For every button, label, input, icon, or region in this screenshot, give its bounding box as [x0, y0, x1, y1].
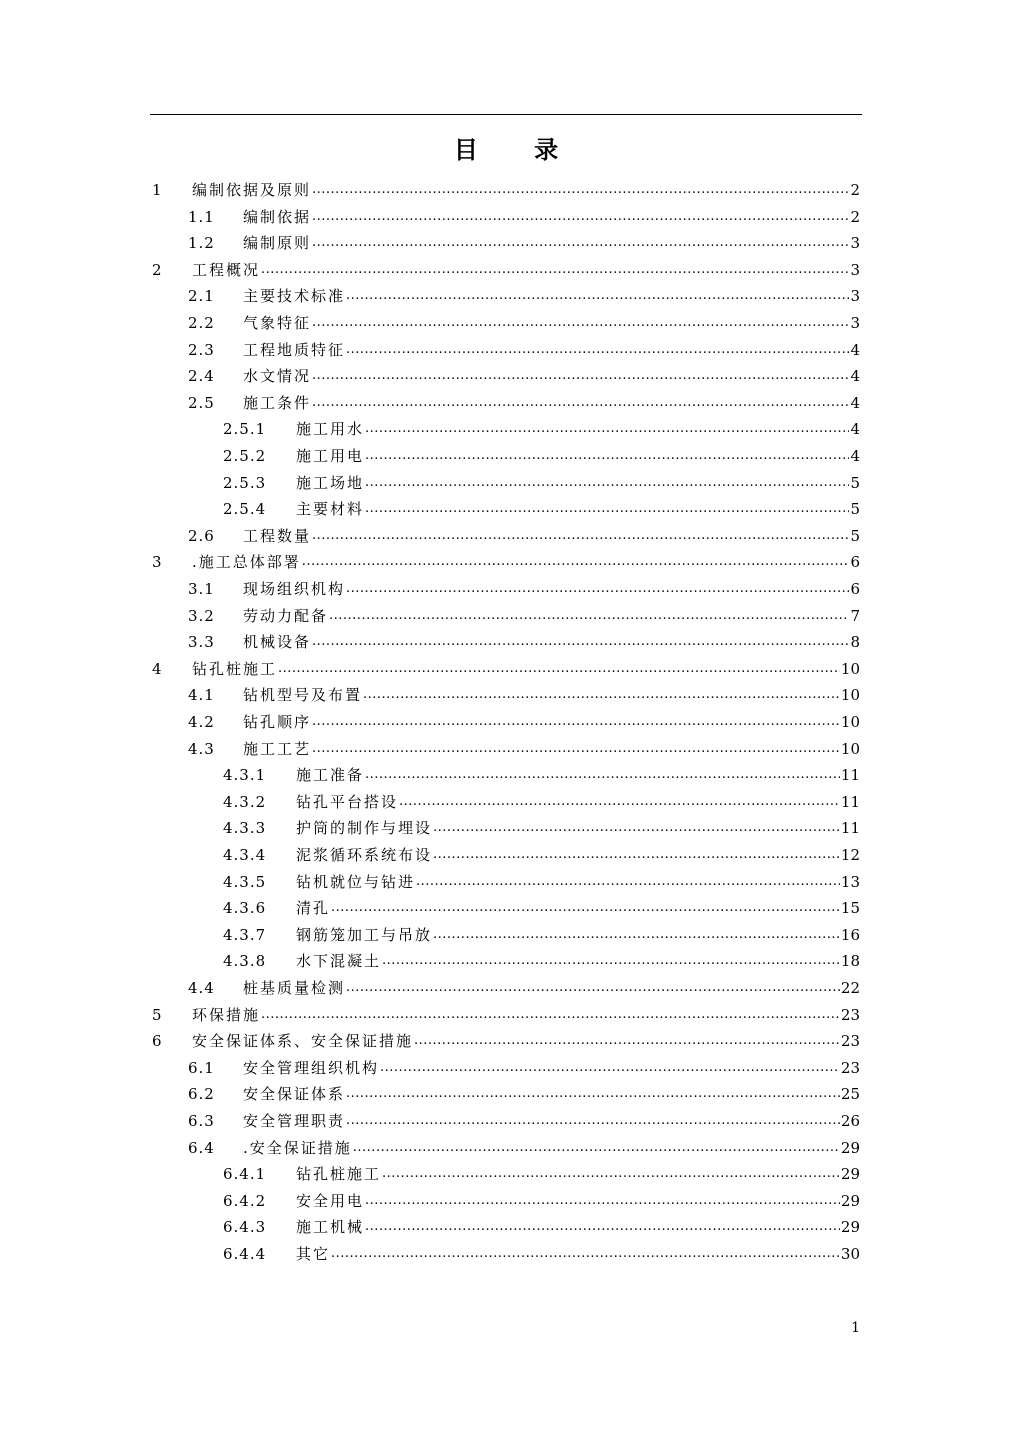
toc-entry[interactable]	[188, 201, 860, 227]
toc-entry-label: 编制原则	[243, 234, 312, 253]
toc-entry-page: 29	[840, 1138, 860, 1157]
toc-dot-leader	[382, 951, 840, 971]
toc-entry-page: 3	[850, 287, 860, 306]
toc-entry-number: 4.4	[188, 979, 215, 997]
toc-entry-label: 钻孔桩施工	[192, 659, 278, 678]
toc-entry-label: 安全保证体系	[243, 1085, 346, 1104]
toc-entry[interactable]	[223, 413, 860, 439]
toc-entry-label: 机械设备	[243, 633, 312, 652]
toc-entry-label: 水下混凝土	[296, 952, 382, 971]
toc-entry-number: 4.3.6	[223, 899, 267, 918]
toc-entry-page: 4	[850, 420, 860, 439]
toc-entry-number: 4.3.3	[223, 819, 267, 838]
toc-entry-label: 施工用水	[296, 420, 365, 439]
toc-entry-label: 安全管理组织机构	[243, 1058, 380, 1077]
toc-entry-page: 4	[850, 340, 860, 359]
toc-entry-label: 钻孔桩施工	[296, 1165, 382, 1184]
toc-entry-label: 现场组织机构	[243, 580, 346, 598]
toc-entry[interactable]	[188, 1052, 860, 1078]
toc-entry-label: 劳动力配备	[243, 606, 329, 625]
toc-entry-label: 水文情况	[243, 367, 312, 386]
toc-entry[interactable]	[188, 733, 860, 759]
toc-entry[interactable]	[188, 227, 860, 253]
toc-entry-page: 8	[850, 633, 860, 652]
toc-entry-label: 施工机械	[296, 1218, 365, 1237]
toc-entry[interactable]	[188, 706, 860, 732]
toc-entry-page: 16	[840, 925, 860, 944]
toc-entry-page: 5	[850, 526, 860, 545]
toc-entry-label: 施工准备	[296, 766, 365, 785]
toc-entry-number: 6.4	[188, 1138, 215, 1157]
toc-entry[interactable]	[223, 759, 860, 785]
toc-dot-leader	[312, 366, 849, 386]
toc-entry-page: 3	[850, 314, 860, 332]
toc-dot-leader	[278, 659, 840, 679]
toc-entry-number: 6.2	[188, 1085, 215, 1104]
toc-entry-number: 6.4.1	[223, 1165, 267, 1184]
toc-entry[interactable]	[150, 546, 860, 572]
toc-entry[interactable]	[223, 839, 860, 865]
toc-entry[interactable]	[188, 387, 860, 413]
toc-entry[interactable]	[150, 1025, 860, 1051]
header-rule	[150, 114, 862, 115]
toc-entry[interactable]	[223, 1158, 860, 1184]
toc-entry[interactable]	[188, 280, 860, 306]
toc-entry-page: 5	[850, 473, 860, 492]
toc-entry-number: 3.3	[188, 633, 215, 652]
toc-entry[interactable]	[150, 653, 860, 679]
toc-entry[interactable]	[223, 892, 860, 918]
toc-dot-leader	[414, 1031, 840, 1051]
toc-title: 目 录	[453, 135, 583, 164]
toc-entry-label: 施工工艺	[243, 739, 312, 758]
toc-entry-page: 4	[850, 447, 860, 465]
toc-dot-leader	[346, 286, 849, 306]
toc-entry[interactable]	[188, 679, 860, 705]
toc-dot-leader	[382, 1164, 840, 1184]
toc-entry-label: 安全保证体系、安全保证措施	[192, 1032, 414, 1051]
toc-entry-label: .施工总体部署	[192, 553, 301, 572]
toc-dot-leader	[312, 233, 849, 253]
toc-dot-leader	[312, 180, 849, 200]
toc-dot-leader	[261, 1005, 840, 1025]
toc-entry-label: 钢筋笼加工与吊放	[296, 925, 433, 944]
toc-entry-number: 3.1	[188, 580, 215, 598]
toc-entry-page: 11	[840, 792, 860, 811]
toc-entry-label: 工程地质特征	[243, 340, 346, 359]
toc-entry[interactable]	[150, 999, 860, 1025]
toc-dot-leader	[433, 925, 840, 945]
toc-dot-leader	[365, 1191, 840, 1211]
toc-entry[interactable]	[188, 600, 860, 626]
toc-entry[interactable]	[188, 520, 860, 546]
toc-entry-number: 1	[152, 181, 163, 199]
toc-entry-number: 4.1	[188, 686, 215, 705]
toc-dot-leader	[346, 1111, 840, 1131]
toc-entry-page: 25	[840, 1085, 860, 1104]
toc-entry-page: 7	[850, 606, 860, 625]
toc-entry-page: 29	[840, 1218, 860, 1237]
toc-entry-label: 工程概况	[192, 260, 261, 279]
toc-dot-leader	[365, 446, 849, 466]
toc-entry-page: 18	[840, 952, 860, 971]
toc-entry-number: 6.4.4	[223, 1245, 267, 1263]
toc-entry-label: 钻机就位与钻进	[296, 872, 416, 891]
toc-entry-label: 编制依据	[243, 207, 312, 226]
toc-entry-label: 其它	[296, 1245, 331, 1263]
toc-entry[interactable]	[223, 786, 860, 812]
toc-entry-label: 护筒的制作与埋设	[296, 819, 433, 838]
toc-entry-label: 清孔	[296, 899, 331, 918]
toc-entry-label: 主要技术标准	[243, 287, 346, 306]
toc-dot-leader	[329, 606, 849, 626]
toc-entry[interactable]	[223, 1238, 860, 1264]
toc-dot-leader	[365, 499, 849, 519]
toc-entry-page: 6	[850, 553, 860, 572]
toc-entry-page: 23	[840, 1058, 860, 1077]
toc-dot-leader	[261, 260, 849, 280]
toc-entry[interactable]	[188, 1078, 860, 1104]
toc-entry-number: 2.5.3	[223, 473, 267, 492]
toc-entry-number: 4.3.2	[223, 792, 267, 811]
toc-entry-number: 2.5.4	[223, 500, 267, 519]
toc-entry-number: 6.1	[188, 1058, 215, 1077]
toc-entry-number: 2.5	[188, 393, 215, 412]
toc-entry[interactable]	[188, 334, 860, 360]
toc-entry-label: 钻机型号及布置	[243, 686, 363, 705]
toc-dot-leader	[399, 792, 840, 812]
toc-entry-label: .安全保证措施	[243, 1138, 352, 1157]
toc-dot-leader	[433, 845, 840, 865]
toc-entry-page: 5	[850, 500, 860, 519]
toc-entry-number: 4.3.1	[223, 766, 267, 785]
toc-entry[interactable]	[223, 866, 860, 892]
toc-entry-page: 22	[840, 979, 860, 997]
toc-dot-leader	[380, 1058, 840, 1078]
toc-entry[interactable]	[223, 812, 860, 838]
toc-entry-page: 11	[840, 819, 860, 838]
toc-entry-number: 2.5.1	[223, 420, 267, 439]
toc-entry-number: 3	[152, 553, 163, 572]
toc-entry-page: 6	[850, 580, 860, 598]
toc-dot-leader	[416, 872, 840, 892]
toc-dot-leader	[363, 685, 840, 705]
toc-entry-number: 4.3.4	[223, 846, 267, 864]
toc-dot-leader	[331, 1244, 840, 1264]
toc-entry-page: 3	[850, 234, 860, 253]
toc-entry-page: 29	[840, 1165, 860, 1184]
toc-entry-number: 4.3.8	[223, 952, 267, 971]
toc-entry-number: 2.2	[188, 314, 215, 332]
toc-entry-page: 29	[840, 1191, 860, 1210]
toc-entry-page: 10	[840, 659, 860, 678]
toc-entry[interactable]	[223, 493, 860, 519]
toc-dot-leader	[312, 632, 849, 652]
toc-dot-leader	[331, 898, 840, 918]
toc-entry-number: 4.2	[188, 713, 215, 731]
toc-entry-page: 13	[840, 872, 860, 891]
toc-entry-page: 10	[840, 739, 860, 758]
toc-entry-page: 10	[840, 686, 860, 705]
toc-dot-leader	[312, 712, 840, 732]
toc-dot-leader	[365, 419, 849, 439]
toc-entry[interactable]	[223, 1211, 860, 1237]
toc-entry-label: 桩基质量检测	[243, 979, 346, 997]
toc-entry-label: 安全管理职责	[243, 1112, 346, 1130]
toc-entry-page: 4	[850, 367, 860, 386]
toc-entry-page: 11	[840, 766, 860, 785]
toc-entry[interactable]	[223, 467, 860, 493]
toc-entry-number: 1.2	[188, 234, 215, 253]
toc-entry[interactable]	[188, 307, 860, 333]
toc-entry-number: 2.6	[188, 526, 215, 545]
toc-entry-number: 4	[152, 659, 163, 678]
toc-dot-leader	[312, 207, 849, 227]
toc-dot-leader	[312, 739, 840, 759]
toc-entry-label: 编制依据及原则	[192, 181, 312, 199]
toc-dot-leader	[346, 1084, 840, 1104]
toc-dot-leader	[365, 1217, 840, 1237]
toc-entry-page: 2	[850, 207, 860, 226]
toc-entry[interactable]	[223, 1185, 860, 1211]
toc-dot-leader	[346, 340, 849, 360]
toc-entry-number: 2.4	[188, 367, 215, 386]
toc-entry-label: 主要材料	[296, 500, 365, 519]
toc-entry-number: 2	[152, 260, 163, 279]
toc-dot-leader	[365, 473, 849, 493]
toc-entry-label: 安全用电	[296, 1191, 365, 1210]
toc-entry[interactable]	[188, 626, 860, 652]
toc-entry-number: 2.1	[188, 287, 215, 306]
toc-entry[interactable]	[223, 440, 860, 466]
toc-entry-number: 4.3.7	[223, 925, 267, 944]
toc-entry-label: 气象特征	[243, 314, 312, 332]
toc-entry-page: 15	[840, 899, 860, 918]
toc-entry[interactable]	[150, 174, 860, 200]
toc-entry-number: 5	[152, 1005, 163, 1024]
toc-entry[interactable]	[188, 972, 860, 998]
toc-entry-page: 3	[850, 260, 860, 279]
toc-entry-label: 施工场地	[296, 473, 365, 492]
toc-entry-page: 26	[840, 1112, 860, 1130]
toc-dot-leader	[312, 393, 849, 413]
toc-entry[interactable]	[188, 360, 860, 386]
toc-entry-page: 23	[840, 1005, 860, 1024]
toc-entry-label: 钻孔顺序	[243, 713, 312, 731]
toc-entry-number: 6.4.3	[223, 1218, 267, 1237]
toc-dot-leader	[346, 978, 840, 998]
toc-entry-number: 4.3.5	[223, 872, 267, 891]
toc-entry-page: 12	[840, 846, 860, 864]
toc-entry[interactable]	[223, 945, 860, 971]
toc-entry-label: 泥浆循环系统布设	[296, 846, 433, 864]
toc-entry-page: 23	[840, 1032, 860, 1051]
toc-entry-number: 4.3	[188, 739, 215, 758]
toc-dot-leader	[346, 579, 849, 599]
toc-entry[interactable]	[223, 919, 860, 945]
toc-entry-page: 4	[850, 393, 860, 412]
toc-dot-leader	[433, 818, 840, 838]
toc-entry[interactable]	[150, 254, 860, 280]
toc-entry-label: 环保措施	[192, 1005, 261, 1024]
toc-entry-page: 10	[840, 713, 860, 731]
toc-entry-label: 钻孔平台搭设	[296, 792, 399, 811]
toc-entry-label: 施工条件	[243, 393, 312, 412]
toc-entry[interactable]	[188, 1132, 860, 1158]
toc-entry-page: 2	[850, 181, 860, 199]
toc-entry-label: 工程数量	[243, 526, 312, 545]
toc-entry-number: 1.1	[188, 207, 215, 226]
toc-entry-number: 2.5.2	[223, 447, 267, 465]
page-number: 1	[851, 1320, 860, 1336]
toc-entry-page: 30	[840, 1245, 860, 1263]
toc-entry-number: 6.3	[188, 1112, 215, 1130]
toc-dot-leader	[365, 765, 840, 785]
toc-dot-leader	[312, 526, 849, 546]
toc-entry[interactable]	[188, 573, 860, 599]
toc-dot-leader	[353, 1138, 840, 1158]
toc-dot-leader	[302, 552, 850, 572]
toc-entry-number: 6	[152, 1032, 163, 1051]
toc-dot-leader	[312, 313, 849, 333]
toc-entry-number: 6.4.2	[223, 1191, 267, 1210]
toc-entry-number: 3.2	[188, 606, 215, 625]
toc-entry-number: 2.3	[188, 340, 215, 359]
toc-entry[interactable]	[188, 1105, 860, 1131]
toc-entry-label: 施工用电	[296, 447, 365, 465]
